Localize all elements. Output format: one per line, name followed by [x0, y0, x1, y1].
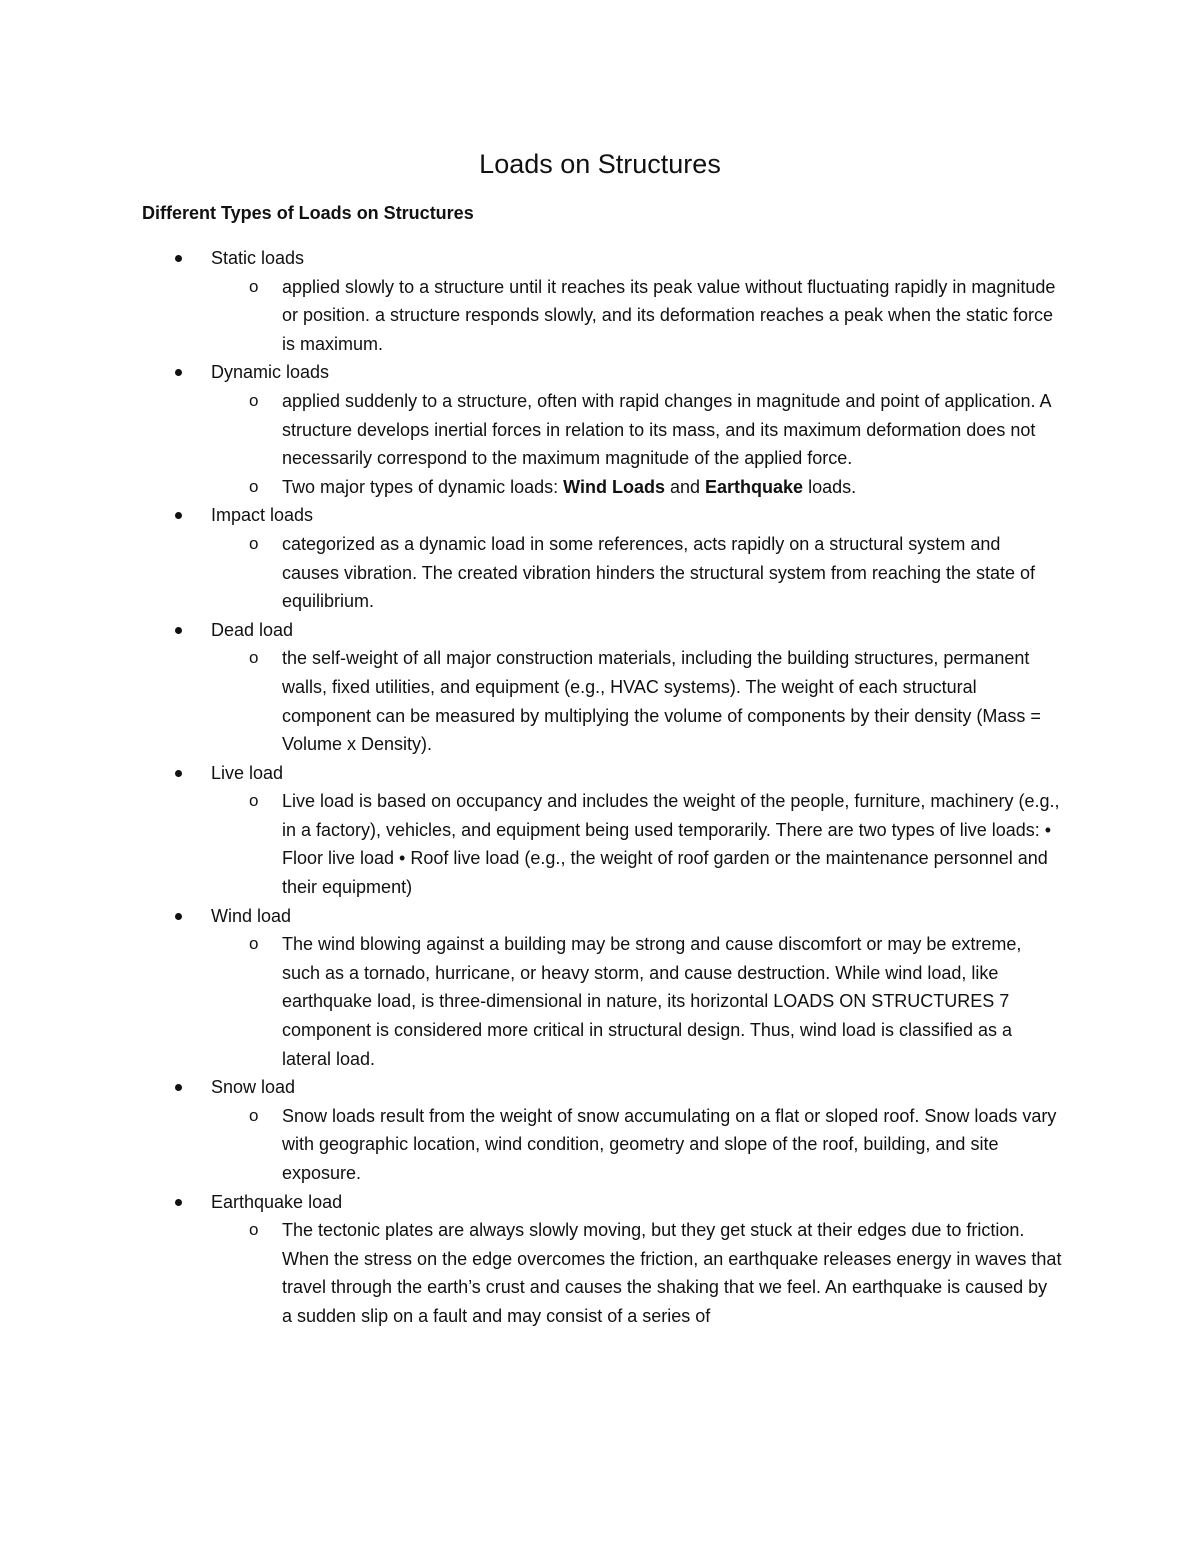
sub-item-text: The tectonic plates are always slowly moving, but they get stuck at their edges due to friction. When the stress on the edge overcomes the friction, an earthquake releases energy in waves that travel through the earth’s crust and causes the shaking that we feel. An earthquake is caused by a sudden slip on a fault and may consist of a series of	[282, 1220, 1062, 1326]
sub-item-text: Snow loads result from the weight of snow accumulating on a flat or sloped roof. Snow loads vary with geographic location, wind condition, geometry and slope of the roof, building, and site exposure.	[282, 1105, 1057, 1183]
bullet-icon	[175, 512, 182, 519]
item-label: Live load	[211, 762, 284, 783]
item-label: Impact loads	[211, 505, 314, 526]
sub-bullet-marker: o	[249, 791, 259, 811]
sub-item	[0, 530, 1200, 616]
item-label: Wind load	[211, 905, 292, 926]
item-label: Dead load	[211, 619, 294, 640]
bullet-icon	[175, 1084, 182, 1091]
sub-item-text: applied slowly to a structure until it reaches its peak value without fluctuating rapidly in magnitude or position. a structure responds slowly, and its deformation reaches a peak when the static force is maximum.	[282, 276, 1056, 354]
list-item-impact-loads	[0, 501, 1200, 615]
load-types-list	[0, 244, 1200, 1331]
bold-term: Wind Loads	[563, 476, 665, 497]
sub-bullet-marker: o	[249, 276, 259, 296]
list-item-dynamic-loads	[0, 358, 1200, 501]
sub-item-text: The wind blowing against a building may be strong and cause discomfort or may be extreme, such as a tornado, hurricane, or heavy storm, and cause destruction. While wind load, like earthquake load, is three-dimensional in nature, its horizontal LOADS ON STRUCTURES 7 component is considered more critical in structural design. Thus, wind load is classified as a lateral load.	[282, 934, 1022, 1069]
sub-item	[0, 787, 1200, 901]
sub-bullet-marker: o	[249, 390, 259, 410]
bullet-icon	[175, 913, 182, 920]
list-item-wind-load	[0, 902, 1200, 1074]
list-item-dead-load	[0, 616, 1200, 759]
item-label: Snow load	[211, 1077, 296, 1098]
item-label: Static loads	[211, 248, 305, 268]
sub-item-text: Two major types of dynamic loads: Wind Loads and Earthquake loads.	[282, 476, 857, 497]
sub-item-text: categorized as a dynamic load in some references, acts rapidly on a structural system and causes vibration. The created vibration hinders the structural system from reaching the state of equilibrium.	[282, 533, 1036, 612]
bold-term: Earthquake	[705, 476, 804, 497]
item-label: Earthquake load	[211, 1191, 343, 1212]
sub-bullet-marker: o	[249, 1105, 259, 1125]
sub-item	[0, 273, 1200, 359]
bullet-icon	[175, 369, 182, 376]
list-item-static-loads	[0, 244, 1200, 358]
sub-item-text: the self-weight of all major construction materials, including the building structures, permanent walls, fixed utilities, and equipment (e.g., HVAC systems). The weight of each structural component can be measured by multiplying the volume of components by their density (Mass = Volume x Density).	[282, 648, 1041, 755]
sub-bullet-marker: o	[249, 476, 259, 496]
sub-item	[0, 387, 1200, 473]
sub-bullet-marker: o	[249, 934, 259, 954]
section-heading: Different Types of Loads on Structures	[142, 203, 474, 223]
list-item-live-load	[0, 759, 1200, 902]
bullet-icon	[175, 1199, 182, 1206]
sub-item-text: applied suddenly to a structure, often with rapid changes in magnitude and point of application. A structure develops inertial forces in relation to its mass, and its maximum deformation does not necessarily correspond to the maximum magnitude of the applied force.	[282, 390, 1051, 469]
item-label: Dynamic loads	[211, 362, 330, 383]
bullet-icon	[175, 770, 182, 777]
sub-item	[0, 644, 1200, 758]
sub-item	[0, 1102, 1200, 1188]
document-title: Loads on Structures	[479, 149, 721, 179]
bullet-icon	[175, 627, 182, 634]
list-item-earthquake-load	[0, 1188, 1200, 1331]
sub-item	[0, 473, 1200, 502]
sub-bullet-marker: o	[249, 1220, 259, 1240]
sub-item-text: Live load is based on occupancy and includes the weight of the people, furniture, machinery (e.g., in a factory), vehicles, and equipment being used temporarily. There are two types of live loads: • Floor live load • Roof live load (e.g., the weight of roof garden or the maintenance personnel and their equipment)	[282, 791, 1060, 898]
sub-item	[0, 930, 1200, 1073]
sub-bullet-marker: o	[249, 648, 259, 668]
list-item-snow-load	[0, 1073, 1200, 1187]
sub-bullet-marker: o	[249, 533, 259, 553]
bullet-icon	[175, 255, 182, 262]
sub-item	[0, 1216, 1200, 1330]
